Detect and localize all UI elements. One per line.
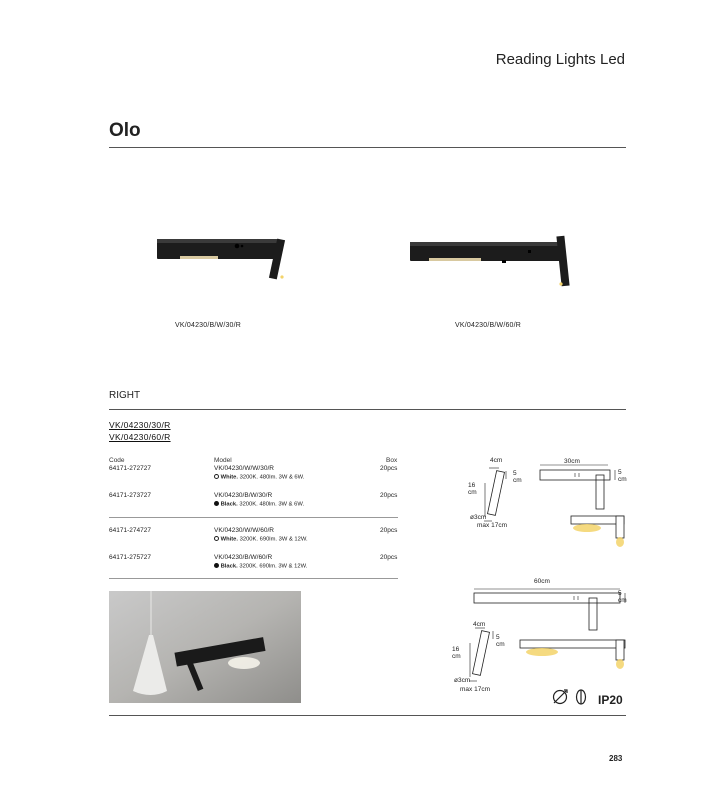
swatch-white-icon xyxy=(214,536,219,541)
section-divider xyxy=(109,409,626,410)
dim-reach: max 17cm xyxy=(460,686,490,693)
title-divider xyxy=(109,147,626,148)
switch-30b xyxy=(241,245,244,248)
row-description xyxy=(214,563,307,570)
arm-glow-30 xyxy=(616,537,624,547)
led-glow-60 xyxy=(526,648,558,656)
dim-height: 5 cm xyxy=(513,470,522,484)
column-header-box: Box xyxy=(386,457,398,464)
footer-divider xyxy=(109,715,626,716)
swatch-white-icon xyxy=(214,474,219,479)
photo-caption-60: VK/04230/B/W/60/R xyxy=(455,322,522,329)
switch-30 xyxy=(235,244,240,249)
dim-diameter: ø3cm xyxy=(470,514,487,521)
arm-light-60 xyxy=(559,282,562,285)
side-arm-30 xyxy=(616,516,624,538)
row-box: 20pcs xyxy=(380,492,398,499)
led-strip-60 xyxy=(429,258,481,261)
dim-length: 16 cm xyxy=(452,646,461,660)
row-model: VK/04230/B/W/30/R xyxy=(214,492,273,499)
row-spec: 3200K. 480lm. 3W & 6W. xyxy=(239,501,305,508)
side-view-60 xyxy=(520,640,625,648)
row-spec: 3200K. 480lm. 3W & 6W. xyxy=(239,474,305,481)
ambient-photo xyxy=(109,591,301,703)
lamp-body-top-60 xyxy=(410,242,560,246)
row-code: 64171-275727 xyxy=(109,554,151,561)
dimmable-icon xyxy=(574,688,588,706)
row-color: White. xyxy=(220,474,239,481)
led-strip-30 xyxy=(180,256,218,259)
rotation-icon xyxy=(551,688,569,706)
dim-height: 5 cm xyxy=(496,634,505,648)
category-title: Reading Lights Led xyxy=(495,51,625,68)
arm-outline xyxy=(488,471,505,516)
photo-caption-30: VK/04230/B/W/30/R xyxy=(175,322,242,329)
body-outline-60 xyxy=(474,593,620,603)
dim-diameter: ø3cm xyxy=(454,677,471,684)
swatch-black-icon xyxy=(214,563,219,568)
row-box: 20pcs xyxy=(380,465,398,472)
led-glow-30 xyxy=(573,524,601,532)
dim-reach: max 17cm xyxy=(477,522,507,529)
reference-link[interactable]: VK/04230/30/R xyxy=(109,420,171,430)
row-code: 64171-273727 xyxy=(109,492,151,499)
arm-light-30 xyxy=(280,275,283,278)
row-color: White. xyxy=(220,536,239,543)
column-header-code: Code xyxy=(109,457,125,464)
row-code: 64171-274727 xyxy=(109,527,151,534)
dim-height: 5 cm xyxy=(618,469,627,483)
section-title: RIGHT xyxy=(109,390,141,401)
row-model: VK/04230/W/W/60/R xyxy=(214,527,274,534)
ip-rating: IP20 xyxy=(598,693,623,707)
table-bottom-divider xyxy=(109,578,398,579)
dimension-drawing-30 xyxy=(535,458,630,553)
row-description xyxy=(214,501,304,508)
switch-60b xyxy=(528,250,531,253)
row-code: 64171-272727 xyxy=(109,465,151,472)
row-spec: 3200K. 690lm. 3W & 12W. xyxy=(239,563,308,570)
row-model: VK/04230/W/W/30/R xyxy=(214,465,274,472)
table-divider xyxy=(109,517,398,518)
dim-height: 5 cm xyxy=(618,590,627,604)
switch-60 xyxy=(502,260,506,263)
product-photo-30 xyxy=(150,230,295,290)
column-header-model: Model xyxy=(214,457,232,464)
row-spec: 3200K. 690lm. 3W & 12W. xyxy=(239,536,308,543)
product-photo-60 xyxy=(405,230,590,295)
row-description xyxy=(214,536,308,543)
row-box: 20pcs xyxy=(380,554,398,561)
page-number: 283 xyxy=(609,754,623,763)
swatch-black-icon xyxy=(214,501,219,506)
lamp-body-top-30 xyxy=(157,239,279,243)
arm-outline-2 xyxy=(473,631,490,676)
dim-width: 4cm xyxy=(473,621,486,628)
arm-glow-60 xyxy=(616,659,624,669)
wall-lamp-glow xyxy=(228,657,260,669)
dim-width: 60cm xyxy=(534,578,550,585)
product-name: Olo xyxy=(109,120,141,141)
side-arm-60 xyxy=(616,640,624,660)
row-description xyxy=(214,474,304,481)
row-color: Black. xyxy=(220,501,238,508)
dim-length: 16 cm xyxy=(468,482,477,496)
dim-width: 4cm xyxy=(490,457,503,464)
row-model: VK/04230/B/W/60/R xyxy=(214,554,273,561)
row-color: Black. xyxy=(220,563,238,570)
reference-link[interactable]: VK/04230/60/R xyxy=(109,432,171,442)
dim-width: 30cm xyxy=(564,458,580,465)
row-box: 20pcs xyxy=(380,527,398,534)
